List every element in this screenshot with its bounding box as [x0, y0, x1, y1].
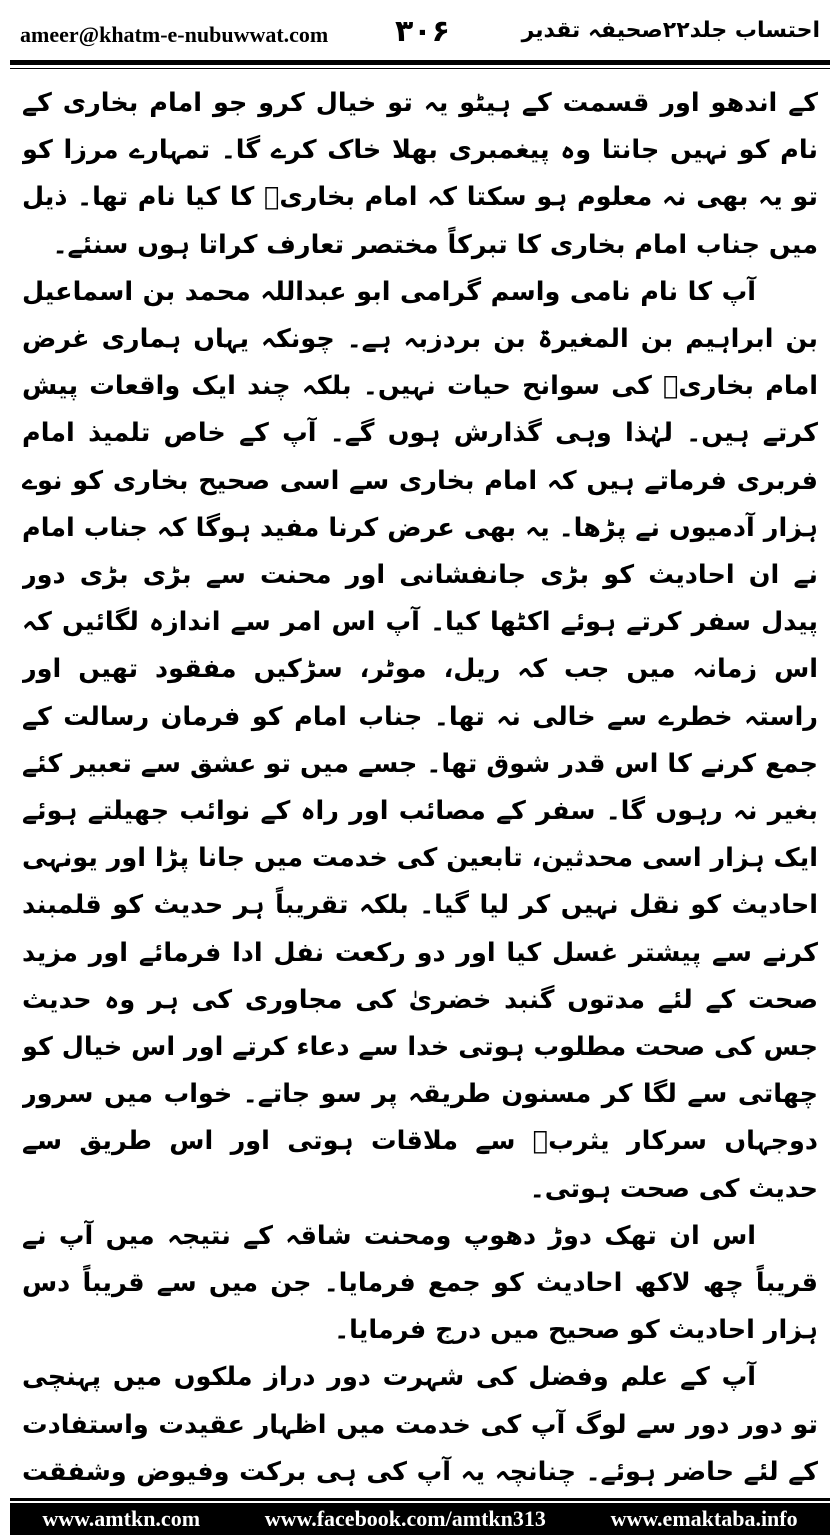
paragraph-1: کے اندھو اور قسمت کے ہیٹو یہ تو خیال کرو جو امام بخاری کے نام کو نہیں جانتا وہ پیغمبری بھلا خاک کرے گا۔ تمہارے مرزا کو تو یہ بھی نہ معلوم ہو سکتا کہ امام بخاریؒ کا کیا نام تھا۔ ذیل میں جناب امام بخاری کا تبرکاً مختصر تعارف کراتا ہوں سنئے۔ [22, 88, 818, 260]
footer-link-amtkn[interactable]: www.amtkn.com [42, 1506, 201, 1531]
paragraph-2: آپ کا نام نامی واسم گرامی ابو عبداللہ محمد بن اسماعیل بن ابراہیم بن المغیرۃ بن بردزبہ ہے۔ چونکہ یہاں ہماری غرض امام بخاریؒ کی سوانح حیات نہیں۔ بلکہ چند ایک واقعات پیش کرتے ہیں۔ لہٰذا وہی گذارش ہوں گے۔ آپ کے خاص تلمیذ امام فربری فرماتے ہیں کہ امام بخاری سے اسی صحیح بخاری کو نوے ہزار آدمیوں نے پڑھا۔ یہ بھی عرض کرنا مفید ہوگا کہ جناب امام نے ان احادیث کو بڑی جانفشانی اور محنت سے بڑی بڑی دور پیدل سفر کرتے ہوئے اکٹھا کیا۔ آپ اس امر سے اندازہ لگائیں کہ اس زمانہ میں جب کہ ریل، موٹر، سڑکیں مفقود تھیں اور راستہ خطرے سے خالی نہ تھا۔ جناب امام کو فرمان رسالت کے جمع کرنے کا اس قدر شوق تھا۔ جسے میں تو عشق سے تعبیر کئے بغیر نہ رہوں گا۔ سفر کے مصائب اور راہ کے نوائب جھیلتے ہوئے ایک ہزار اسی محدثین، تابعین کی خدمت میں جانا پڑا اور یونہی احادیث کو نقل نہیں کر لیا گیا۔ بلکہ تقریباً ہر حدیث کو قلمبند کرنے سے پیشتر غسل کیا اور دو رکعت نفل ادا فرمائے اور مزید صحت کے لئے مدتوں گنبد خضریٰ کی مجاوری کی ہر وہ حدیث جس کی صحت مطلوب ہوتی خدا سے دعاء کرتے اور اس خیال کو چھاتی سے لگا کر مسنون طریقہ پر سو جاتے۔ خواب میں سرور دوجہاں سرکار یثربؐ سے ملاقات ہوتی اور اس طریق سے حدیث کی صحت ہوتی۔ [22, 276, 818, 1204]
page-header [10, 14, 830, 54]
paragraph-3: اس ان تھک دوڑ دھوپ ومحنت شاقہ کے نتیجہ میں آپ نے قریباً چھ لاکھ احادیث کو جمع فرمایا۔ جن میں سے قریباً دس ہزار احادیث کو صحیح میں درج فرمایا۔ [22, 1220, 818, 1346]
footer-divider [10, 1498, 830, 1501]
header-email[interactable]: ameer@khatm-e-nubuwwat.com [20, 22, 329, 47]
paragraph-4: آپ کے علم وفضل کی شہرت دور دراز ملکوں میں پہنچی تو دور دور سے لوگ آپ کی خدمت میں اظہار عقیدت واستفادت کے لئے حاضر ہوئے۔ چنانچہ یہ آپ کی ہی برکت وفیوض وشفقت [22, 1362, 818, 1487]
header-divider-thick [10, 60, 830, 65]
footer-link-facebook[interactable]: www.facebook.com/amtkn313 [264, 1506, 546, 1531]
book-title: احتساب جلد۲۲صحیفہ تقدیر [521, 18, 820, 43]
page-number: ۳۰۶ [395, 14, 450, 49]
header-divider-thin [10, 68, 830, 69]
footer-link-emaktaba[interactable]: www.emaktaba.info [610, 1506, 798, 1531]
footer-bar [10, 1503, 830, 1535]
body-text [22, 80, 818, 1490]
